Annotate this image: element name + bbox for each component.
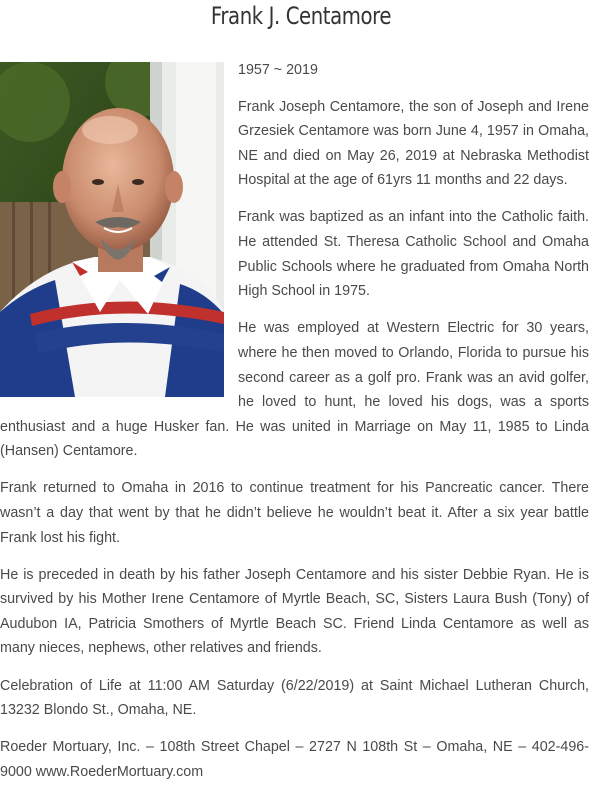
paragraph-birth: Frank Joseph Centamore, the son of Joseph and Irene Grzesiek Centamore was born June 4, 1957 in Omaha, NE and died on May 26, 2019 at Nebraska Methodist Hospital at the age of 61yrs 11 months and 22 days. (238, 98, 589, 189)
paragraph-illness: Frank returned to Omaha in 2016 to continue treatment for his Pancreatic cancer. There wasn’t a day that went by that he didn’t believe he wouldn’t beat it. After a six year battle Frank lost his fight. (0, 480, 589, 546)
paragraph-service: Celebration of Life at 11:00 AM Saturday (6/22/2019) at Saint Michael Lutheran Church, 13232 Blondo St., Omaha, NE. (0, 677, 589, 719)
page-title: Frank J. Centamore (210, 2, 392, 30)
paragraph-faith-education: Frank was baptized as an infant into the Catholic faith. He attended St. Theresa Catholic School and Omaha Public Schools where he graduated from Omaha North High School in 1975. (238, 209, 589, 300)
life-dates: 1957 ~ 2019 (238, 62, 318, 78)
paragraph-career: He was employed at Western Electric for 30 years, where he then moved to Orlando, Florida to pursue his second career as a golf pro. Frank was an avid golfer, he loved to hunt, he loved his dogs, was a sports enthusiast and a huge Husker fan. He was united in Marriage on May 11, 1985 to Linda (Hansen) Centamore. (0, 320, 589, 460)
obituary-body (0, 58, 589, 797)
portrait-photo (0, 62, 224, 397)
paragraph-mortuary: Roeder Mortuary, Inc. – 108th Street Chapel – 2727 N 108th St – Omaha, NE – 402-496-9000 www.RoederMortuary.com (0, 739, 589, 780)
paragraph-family: He is preceded in death by his father Joseph Centamore and his sister Debbie Ryan. He is survived by his Mother Irene Centamore of Myrtle Beach, SC, Sisters Laura Bush (Tony) of Audubon IA, Patricia Smothers of Myrtle Beach SC. Friend Linda Centamore as well as many nieces, nephews, other relatives and friends. (0, 566, 589, 657)
